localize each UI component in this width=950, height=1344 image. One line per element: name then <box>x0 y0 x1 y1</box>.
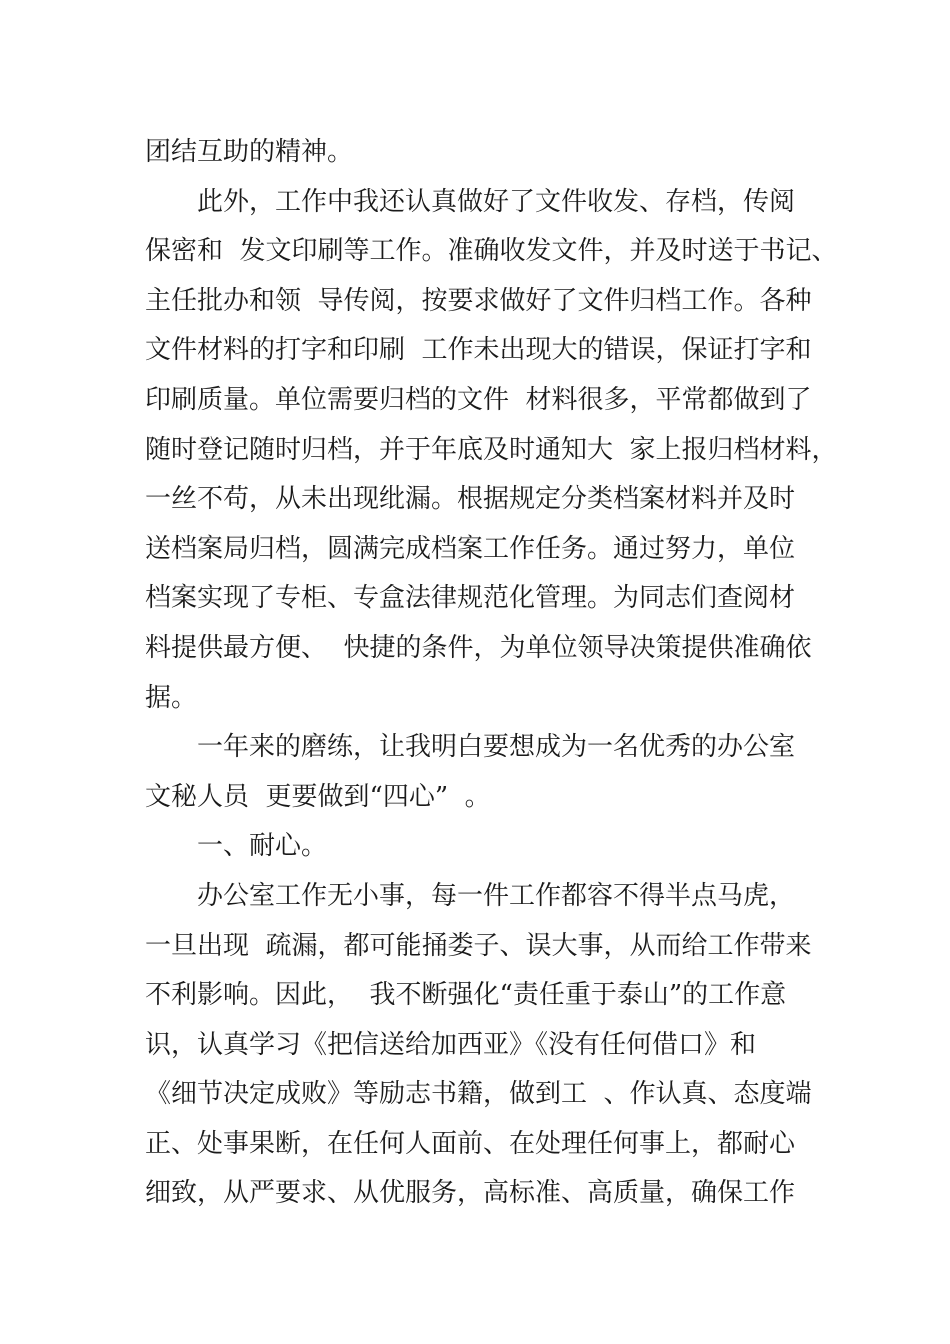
text-line: 据。 <box>145 682 198 713</box>
text-line: 一年来的磨练，让我明白要想成为一名优秀的办公室 <box>197 732 796 763</box>
text-line: 档案实现了专柜、专盒法律规范化管理。为同志们查阅材 <box>145 583 796 614</box>
text-line: 办公室工作无小事，每一件工作都容不得半点马虎， <box>197 880 796 911</box>
text-line: 随时登记随时归档，并于年底及时通知大 家上报归档材料， <box>145 434 838 465</box>
text-line: 印刷质量。单位需要归档的文件 材料很多，平常都做到了 <box>145 384 812 415</box>
text-line: 主任批办和领 导传阅，按要求做好了文件归档工作。各种 <box>145 285 812 316</box>
text-line: 保密和 发文印刷等工作。准确收发文件，并及时送于书记、 <box>145 236 838 267</box>
text-line: 一丝不苟，从未出现纰漏。根据规定分类档案材料并及时 <box>145 484 796 515</box>
text-line: 此外，工作中我还认真做好了文件收发、存档，传阅 <box>197 186 796 217</box>
text-line: 识，认真学习《把信送给加西亚》《没有任何借口》和 <box>145 1029 757 1060</box>
text-line: 料提供最方便、 快捷的条件，为单位领导决策提供准确依 <box>145 632 812 663</box>
text-line: 一旦出现 疏漏，都可能捅娄子、误大事，从而给工作带来 <box>145 930 812 961</box>
text-line: 细致，从严要求、从优服务，高标准、高质量，确保工作 <box>145 1178 796 1209</box>
document-body <box>145 128 838 1219</box>
text-line: 不利影响。因此， 我不断强化“责任重于泰山”的工作意 <box>145 980 787 1011</box>
text-line: 文秘人员 更要做到“四心” 。 <box>145 781 491 812</box>
text-line: 一、耐心。 <box>197 831 328 862</box>
text-line: 团结互助的精神。 <box>145 137 354 167</box>
text-line: 《细节决定成败》等励志书籍，做到工 、作认真、态度端 <box>145 1079 812 1110</box>
text-line: 文件材料的打字和印刷 工作未出现大的错误，保证打字和 <box>145 335 812 366</box>
text-line: 正、处事果断，在任何人面前、在处理任何事上，都耐心 <box>145 1128 796 1159</box>
text-line: 送档案局归档，圆满完成档案工作任务。通过努力，单位 <box>145 533 796 564</box>
